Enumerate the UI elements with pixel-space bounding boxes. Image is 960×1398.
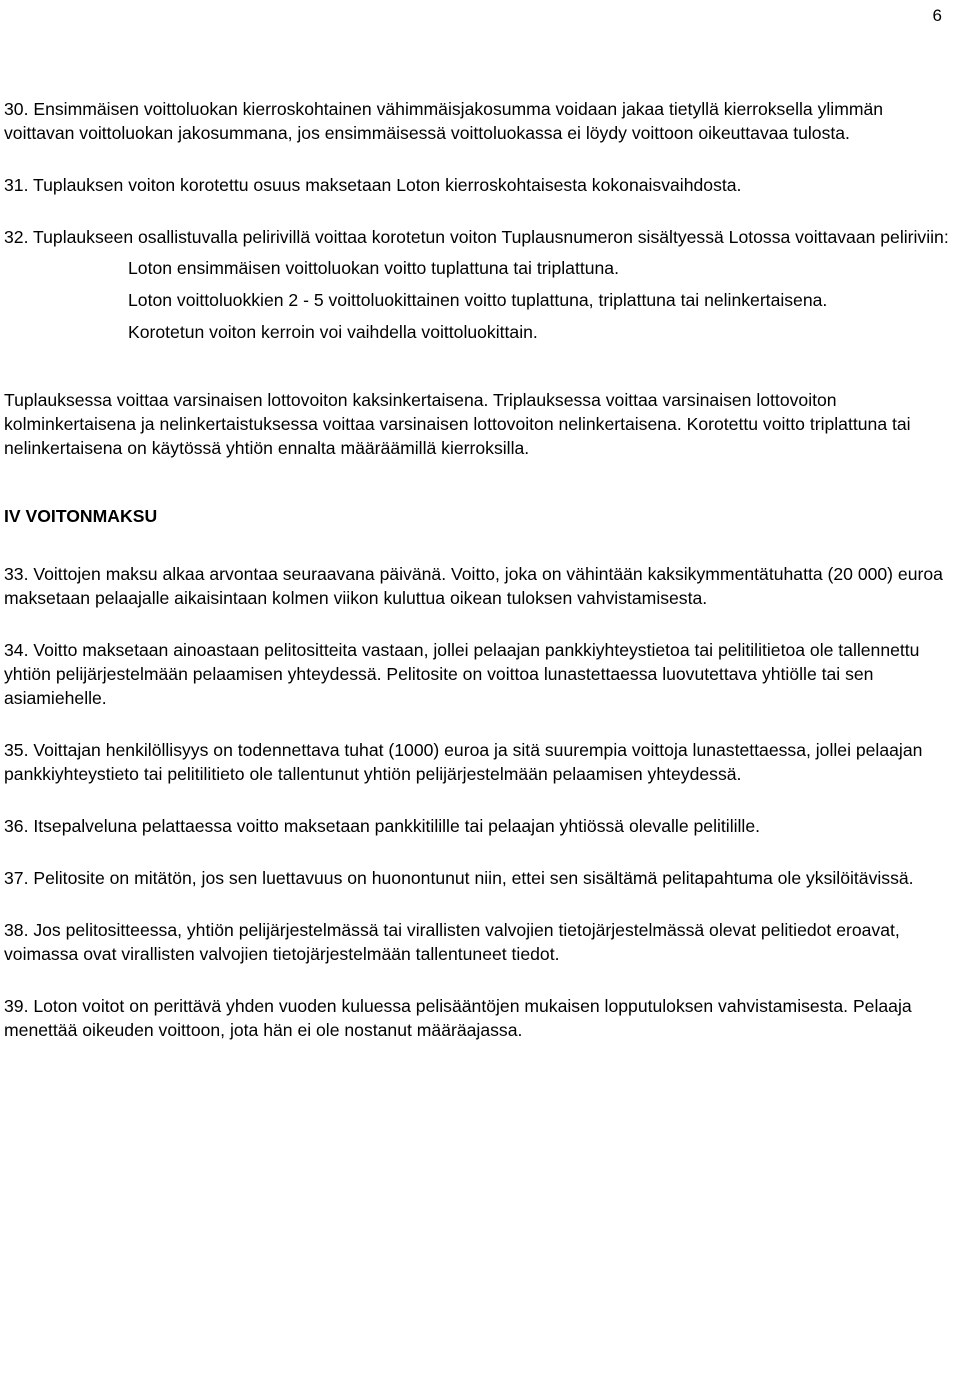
- paragraph-34: 34. Voitto maksetaan ainoastaan pelitositteita vastaan, jollei pelaajan pankkiyhteystietoa tai pelitilitietoa ole tallennettu yhtiön pelijärjestelmään pelaamisen yhteydessä. Pelitosite on voittoa lunastettaessa luovutettava yhtiölle tai sen asiamiehelle.: [4, 640, 920, 708]
- list-item: Korotetun voiton kerroin voi vaihdella voittoluokittain.: [128, 322, 538, 342]
- paragraph-36: 36. Itsepalveluna pelattaessa voitto maksetaan pankkitilille tai pelaajan yhtiössä olevalle pelitilille.: [4, 816, 760, 836]
- paragraph-38: 38. Jos pelitositteessa, yhtiön pelijärjestelmässä tai virallisten valvojien tietojärjestelmässä olevat pelitiedot eroavat, voimassa ovat virallisten valvojien tietojärjestelmään tallentuneet tiedot.: [4, 920, 900, 964]
- paragraph-33: 33. Voittojen maksu alkaa arvontaa seuraavana päivänä. Voitto, joka on vähintään kaksikymmentätuhatta (20 000) euroa maksetaan pelaajalle aikaisintaan kolmen viikon kuluttua oikean tuloksen vahvistamisesta.: [4, 564, 943, 608]
- paragraph-32-intro: 32. Tuplaukseen osallistuvalla pelirivillä voittaa korotetun voiton Tuplausnumeron sisältyessä Lotossa voittavaan peliriviin:: [4, 227, 949, 247]
- list-item: Loton voittoluokkien 2 - 5 voittoluokittainen voitto tuplattuna, triplattuna tai nelinkertaisena.: [128, 290, 828, 310]
- paragraph-30: 30. Ensimmäisen voittoluokan kierroskohtainen vähimmäisjakosumma voidaan jakaa tietyllä kierroksella ylimmän voittavan voittoluokan jakosummana, jos ensimmäisessä voittoluokassa ei löydy voittoon oikeuttavaa tulosta.: [4, 99, 884, 143]
- paragraph-39: 39. Loton voitot on perittävä yhden vuoden kuluessa pelisääntöjen mukaisen lopputuloksen vahvistamisesta. Pelaaja menettää oikeuden voittoon, jota hän ei ole nostanut määräajassa.: [4, 996, 912, 1040]
- document-body: [4, 97, 956, 1042]
- page-number: 6: [932, 6, 942, 25]
- paragraph-32-tail: Tuplauksessa voittaa varsinaisen lottovoiton kaksinkertaisena. Triplauksessa voittaa varsinaisen lottovoiton kolminkertaisena ja nelinkertaistuksessa voittaa varsinaisen lottovoiton nelinkertaisena. Korotettu voitto triplattuna tai nelinkertaisena on käytössä yhtiön ennalta määräämillä kierroksilla.: [4, 390, 911, 458]
- list-item: Loton ensimmäisen voittoluokan voitto tuplattuna tai triplattuna.: [128, 258, 619, 278]
- paragraph-35: 35. Voittajan henkilöllisyys on todennettava tuhat (1000) euroa ja sitä suurempia voittoja lunastettaessa, jollei pelaajan pankkiyhteystieto tai pelitilitieto ole tallentunut yhtiön pelijärjestelmään pelaamisen yhteydessä.: [4, 740, 923, 784]
- section-heading: IV VOITONMAKSU: [4, 506, 158, 526]
- paragraph-37: 37. Pelitosite on mitätön, jos sen luettavuus on huonontunut niin, ettei sen sisältämä pelitapahtuma ole yksilöitävissä.: [4, 868, 914, 888]
- paragraph-31: 31. Tuplauksen voiton korotettu osuus maksetaan Loton kierroskohtaisesta kokonaisvaihdosta.: [4, 175, 742, 195]
- paragraph-32-list: [4, 256, 956, 344]
